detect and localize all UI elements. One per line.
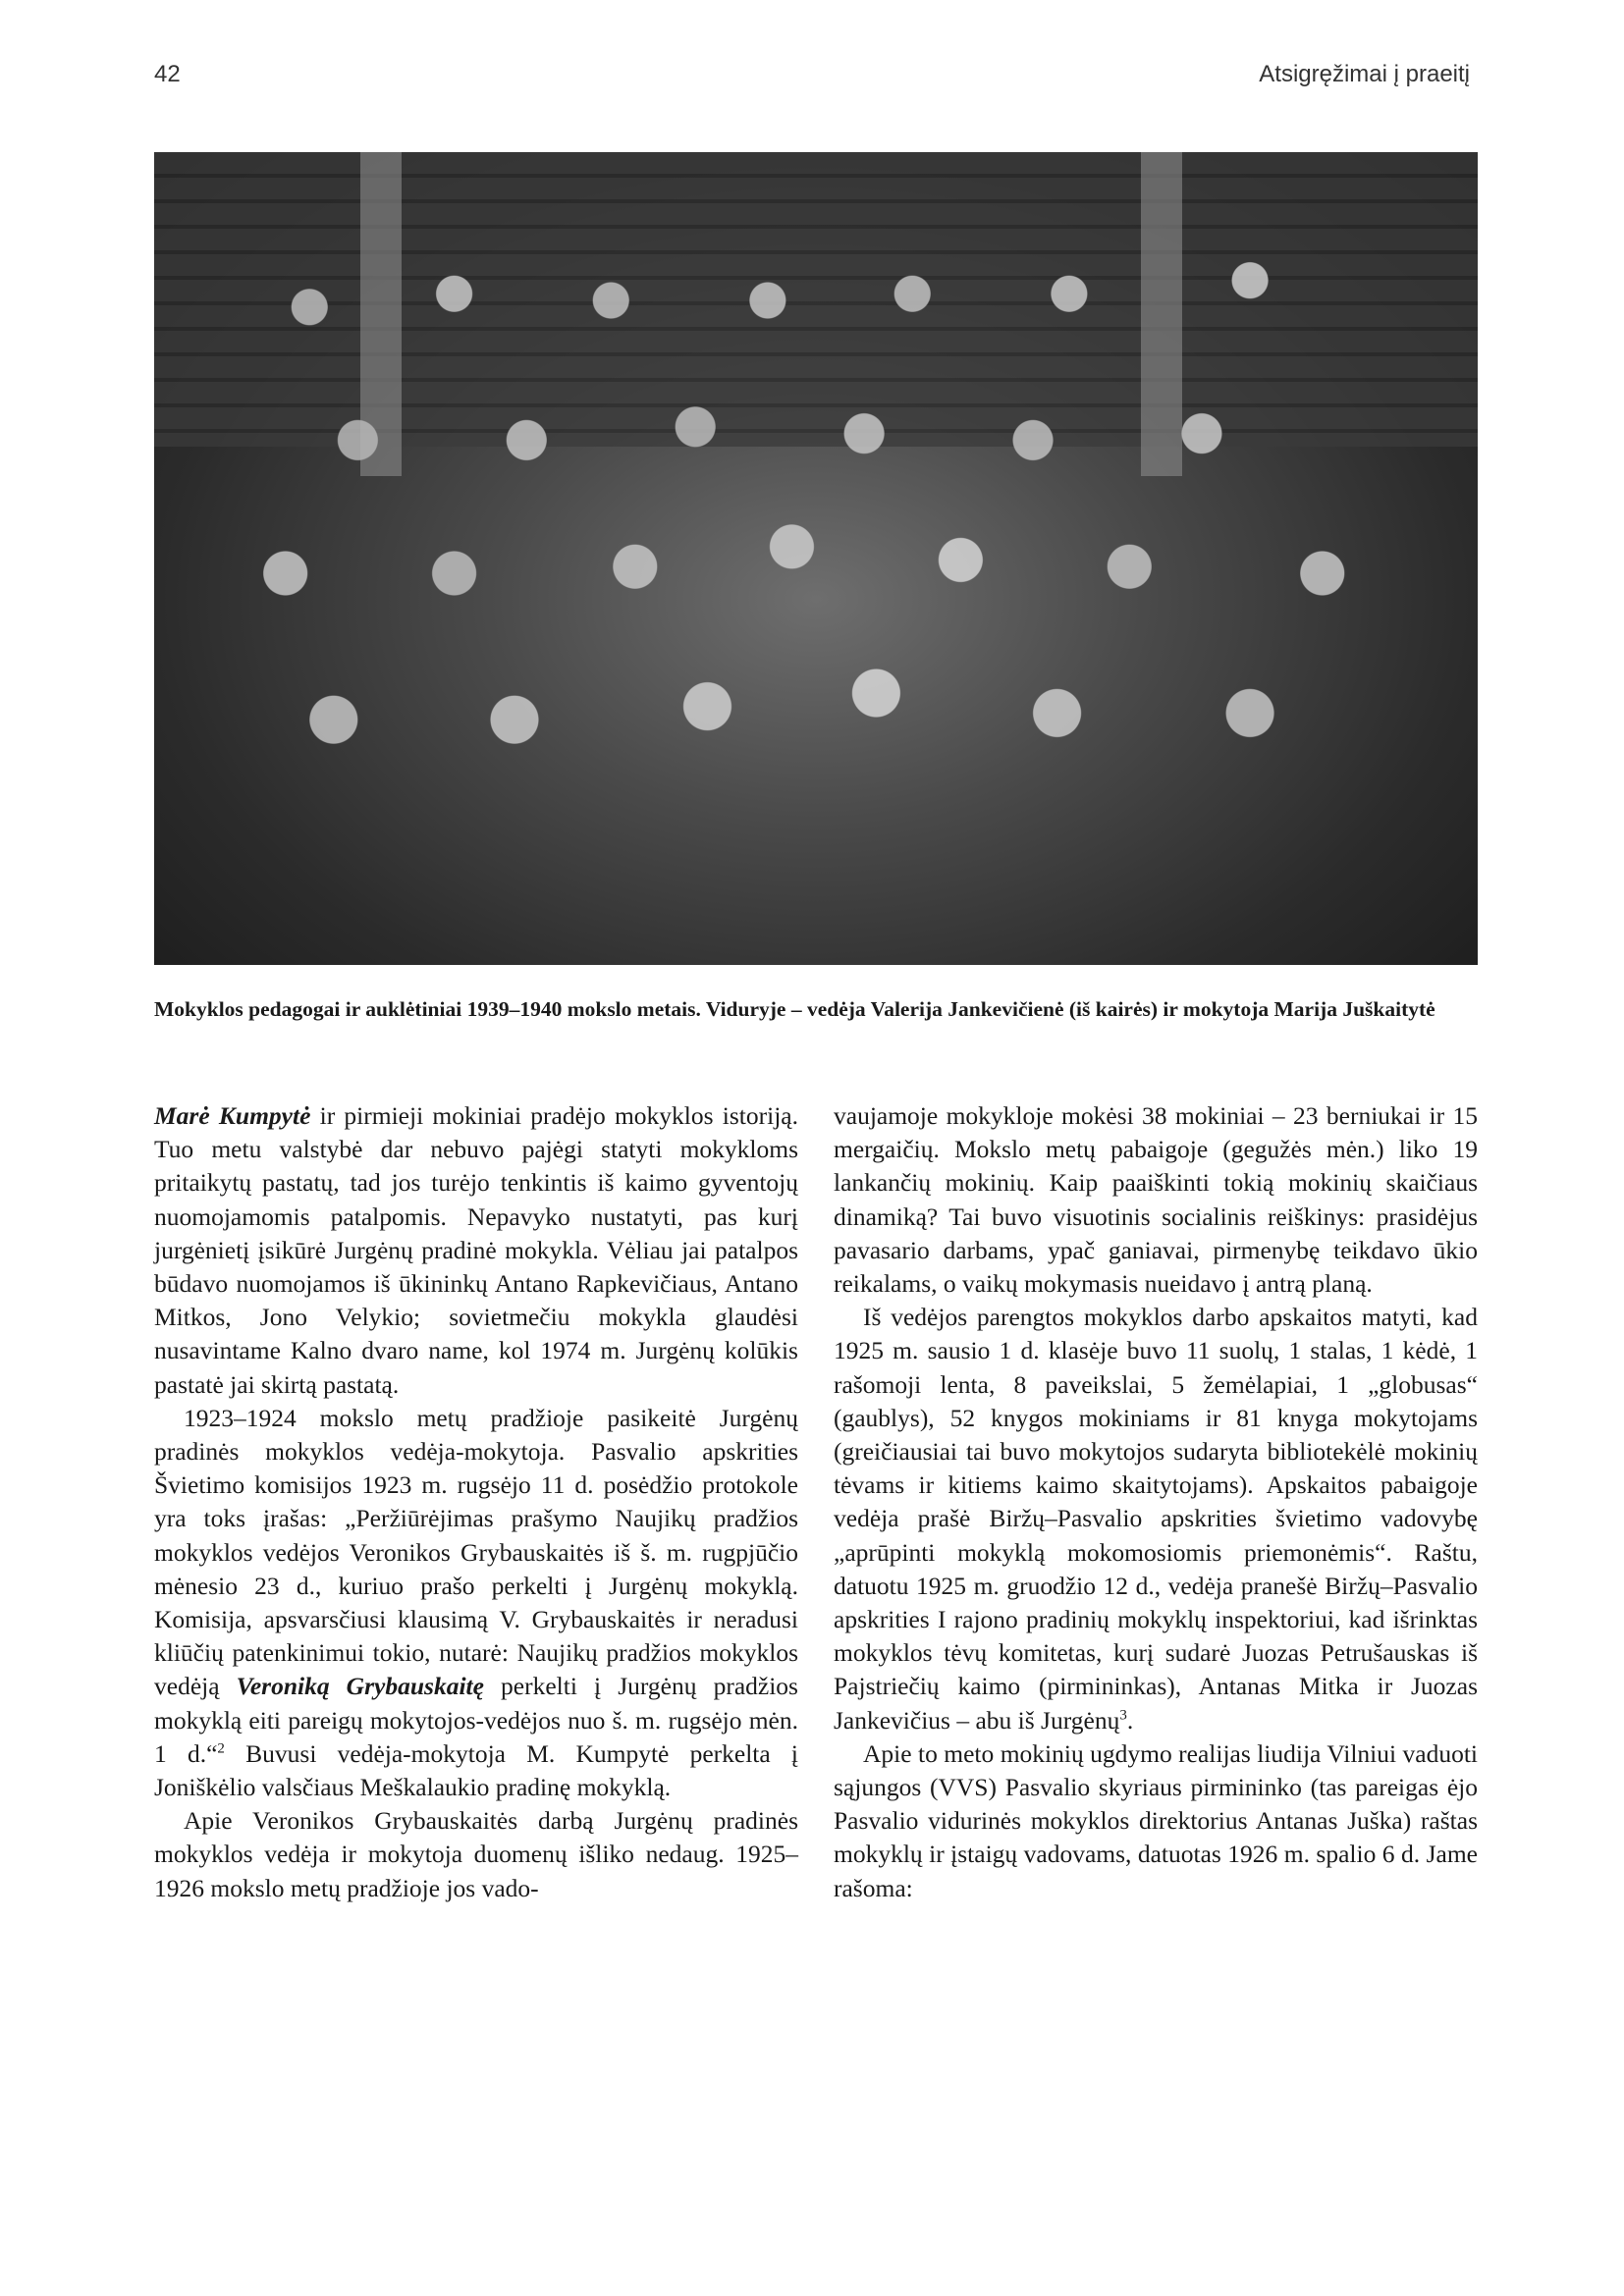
paragraph: Apie Veronikos Grybauskaitės darbą Jurgėnų pradinės mokyklos vedėja ir mokytoja duomenų išliko nedaug. 1925–1926 mokslo metų pradžioje jos vado-	[154, 1806, 798, 1902]
paragraph: Apie to meto mokinių ugdymo realijas liudija Vilniui vaduoti sąjungos (VVS) Pasvalio skyriaus pirmininko (tas pareigas ėjo Pasvalio vidurinės mokyklos direktorius Antanas Juška) raštas mokyklų ir įstaigų vadovams, datuotas 1926 m. spalio 6 d. Jame rašoma:	[834, 1738, 1478, 1902]
paragraph	[834, 1301, 1478, 1737]
group-photo	[154, 152, 1478, 965]
figure-caption: Mokyklos pedagogai ir auklėtiniai 1939–1940 mokslo metais. Viduryje – vedėja Valerija Jankevičienė (iš kairės) ir mokytoja Marija Juškaitytė	[154, 997, 1435, 1021]
paragraph-text: perkelti į Jurgėnų pradžios mokyklą eiti pareigų mokytojos-vedėjos nuo š. m. rugsėjo mėn. 1 d.“	[154, 1672, 798, 1768]
page-number: 42	[154, 61, 181, 87]
paragraph-text: .	[1126, 1705, 1134, 1735]
footnote-ref[interactable]: 3	[1119, 1707, 1127, 1724]
paragraph-text: 1923–1924 mokslo metų pradžioje pasikeitė Jurgėnų pradinės mokyklos vedėja-mokytoja. Pasvalio apskrities Švietimo komisijos 1923 m. rugsėjo 11 d. posėdžio protokole yra toks įrašas: „Peržiūrėjimas prašymo Naujikų pradžios mokyklos vedėjos Veronikos Grybauskaitės iš š. m. rugpjūčio mėnesio 23 d., kuriuo prašo perkelti į Jurgėnų mokyklą. Komisija, apsvarsčiusi klausimą V. Grybauskaitės ir neradusi kliūčių patenkinimui tokio, nutarė: Naujikų pradžios mokyklos vedėją	[154, 1403, 798, 1701]
running-title: Atsigręžimai į praeitį	[1259, 61, 1470, 87]
photo-people	[213, 240, 1419, 906]
right-column	[834, 1099, 1478, 1905]
paragraph-text: Iš vedėjos parengtos mokyklos darbo apskaitos matyti, kad 1925 m. sausio 1 d. klasėje buvo 11 suolų, 1 stalas, 1 kėdė, 1 rašomoji lenta, 8 paveikslai, 5 žemėlapiai, 1 „globusas“ (gaublys), 52 knygos mokiniams ir 81 knyga mokytojams (greičiausiai tai buvo mokytojos sudaryta bibliotekėlė mokinių tėvams ir kitiems kaimo skaitytojams). Apskaitos pabaigoje vedėja prašė Biržų–Pasvalio apskrities švietimo vadovybę „aprūpinti mokyklą mokomosiomis priemonėmis“. Raštu, datuotu 1925 m. gruodžio 12 d., vedėja pranešė Biržų–Pasvalio apskrities I rajono pradinių mokyklų inspektoriui, kad išrinktas mokyklos tėvų komitetas, kurį sudarė Juozas Petrušauskas iš Pajstriečių kaimo (pirmininkas), Antanas Mitka ir Juozas Jankevičius – abu iš Jurgėnų	[834, 1303, 1478, 1735]
paragraph: vaujamoje mokykloje mokėsi 38 mokiniai – 23 berniukai ir 15 mergaičių. Mokslo metų pabaigoje (gegužės mėn.) liko 19 lankančių mokinių. Kaip paaiškinti tokią mokinių skaičiaus dinamiką? Tai buvo visuotinis socialinis reiškinys: prasidėjus pavasario darbams, ypač ganiavai, pirmenybę teikdavo ūkio reikalams, o vaikų mokymasis nueidavo į antrą planą.	[834, 1101, 1478, 1299]
paragraph	[154, 1402, 798, 1804]
paragraph	[154, 1099, 798, 1402]
person-name: Veroniką Grybauskaitę	[236, 1672, 484, 1701]
page-header	[154, 61, 1470, 100]
body-text	[154, 1099, 1478, 1905]
paragraph-text: Buvusi vedėja-mokytoja M. Kumpytė perkelta į Joniškėlio valsčiaus Meškalaukio pradinę mokyklą.	[154, 1738, 798, 1802]
person-name: Marė Kumpytė	[154, 1101, 311, 1130]
left-column	[154, 1099, 798, 1905]
footnote-ref[interactable]: 2	[217, 1740, 225, 1757]
paragraph-text: ir pirmieji mokiniai pradėjo mokyklos istoriją. Tuo metu valstybė dar nebuvo pajėgi statyti mokykloms pritaikytų pastatų, tad jos turėjo tenkintis iš kaimo gyventojų nuomojamomis patalpomis. Nepavyko nustatyti, pas kurį jurgėnietį įsikūrė Jurgėnų pradinė mokykla. Vėliau jai patalpos būdavo nuomojamos iš ūkininkų Antano Rapkevičiaus, Antano Mitkos, Jono Velykio; sovietmečiu mokykla glaudėsi nusavintame Kalno dvaro name, kol 1974 m. Jurgėnų kolūkis pastatė jai skirtą pastatą.	[154, 1101, 798, 1399]
